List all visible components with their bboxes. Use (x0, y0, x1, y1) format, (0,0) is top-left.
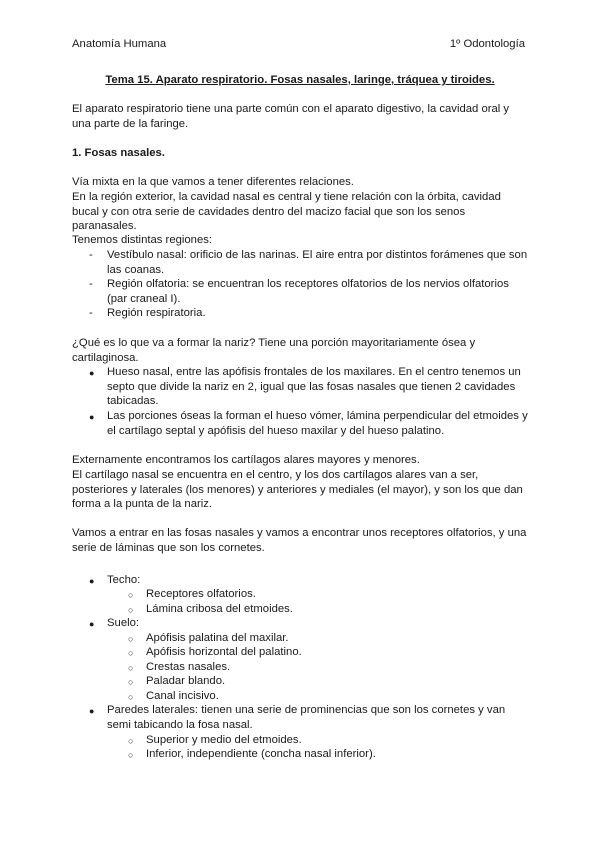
sub-list-item: Canal incisivo. (146, 690, 219, 702)
header-year: 1º Odontología (449, 38, 525, 50)
circle-bullet-icon: ○ (128, 634, 134, 644)
circle-bullet-icon: ○ (128, 663, 134, 673)
sub-list-item: Inferior, independiente (concha nasal inferior). (146, 748, 376, 760)
paragraph-region-exterior: En la región exterior, la cavidad nasal es central y tiene relación con la órbita, cavidad bucal y con otra serie de cavidades dentro del macizo facial que son los senos paranasales. (72, 191, 501, 233)
circle-bullet-icon: ○ (128, 648, 134, 658)
circle-bullet-icon: ○ (128, 677, 134, 687)
dash-marker: - (89, 249, 93, 261)
bullet-icon: ● (89, 706, 95, 716)
nose-question: ¿Qué es lo que va a formar la nariz? Tiene una porción mayoritariamente ósea y cartilaginosa. (72, 337, 476, 364)
bullet-icon: ● (89, 576, 95, 586)
header-course: Anatomía Humana (72, 38, 167, 50)
sub-list-item: Receptores olfatorios. (146, 588, 256, 600)
dash-marker: - (89, 307, 93, 319)
document-title: Tema 15. Aparato respiratorio. Fosas nasales, laringe, tráquea y tiroides. (105, 74, 495, 86)
sub-list-item: Lámina cribosa del etmoides. (146, 603, 293, 615)
sub-list-item: Paladar blando. (146, 675, 226, 687)
dash-marker: - (89, 278, 93, 290)
bullet-icon: ● (89, 412, 95, 422)
sub-list-item: Apófisis horizontal del palatino. (146, 646, 302, 658)
intro-paragraph: El aparato respiratorio tiene una parte común con el aparato digestivo, la cavidad oral y una parte de la faringe. (72, 103, 510, 130)
paragraph-fosas: Vamos a entrar en las fosas nasales y vamos a encontrar unos receptores olfatorios, y una serie de láminas que son los cornetes. (72, 527, 527, 554)
list-item-paredes: Paredes laterales: tienen una serie de prominencias que son los cornetes y van semi tabicando la fosa nasal. (107, 704, 506, 731)
circle-bullet-icon: ○ (128, 605, 134, 615)
section-heading: 1. Fosas nasales. (72, 147, 165, 159)
sub-list-item: Apófisis palatina del maxilar. (146, 632, 289, 644)
circle-bullet-icon: ○ (128, 736, 134, 746)
paragraph-externamente: Externamente encontramos los cartílagos alares mayores y menores. (72, 454, 420, 466)
sub-list-item: Superior y medio del etmoides. (146, 734, 302, 746)
bullet-icon: ● (89, 368, 95, 378)
list-item: Las porciones óseas la forman el hueso vómer, lámina perpendicular del etmoides y el cartílago septal y apófisis del hueso maxilar y del hueso palatino. (107, 410, 528, 437)
regions-intro: Tenemos distintas regiones: (72, 234, 213, 246)
circle-bullet-icon: ○ (128, 750, 134, 760)
bullet-icon: ● (89, 619, 95, 629)
list-item-suelo: Suelo: (107, 617, 140, 629)
list-item: Región respiratoria. (107, 307, 206, 319)
circle-bullet-icon: ○ (128, 692, 134, 702)
circle-bullet-icon: ○ (128, 590, 134, 600)
paragraph-cartilago-nasal: El cartílago nasal se encuentra en el centro, y los dos cartílagos alares van a ser, posteriores y laterales (los menores) y anteriores y mediales (el mayor), y son los que dan forma a la punta de la nariz. (72, 469, 523, 511)
list-item: Vestíbulo nasal: orificio de las narinas. El aire entra por distintos forámenes que son las coanas. (107, 249, 528, 276)
list-item: Región olfatoria: se encuentran los receptores olfatorios de los nervios olfatorios (par craneal I). (107, 278, 509, 305)
sub-list-item: Crestas nasales. (146, 661, 231, 673)
paragraph-via-mixta: Vía mixta en la que vamos a tener diferentes relaciones. (72, 176, 354, 188)
list-item-techo: Techo: (107, 574, 141, 586)
list-item: Hueso nasal, entre las apófisis frontales de los maxilares. En el centro tenemos un septo que divide la nariz en 2, igual que las fosas nasales que tienen 2 cavidades tabicadas. (107, 366, 521, 408)
